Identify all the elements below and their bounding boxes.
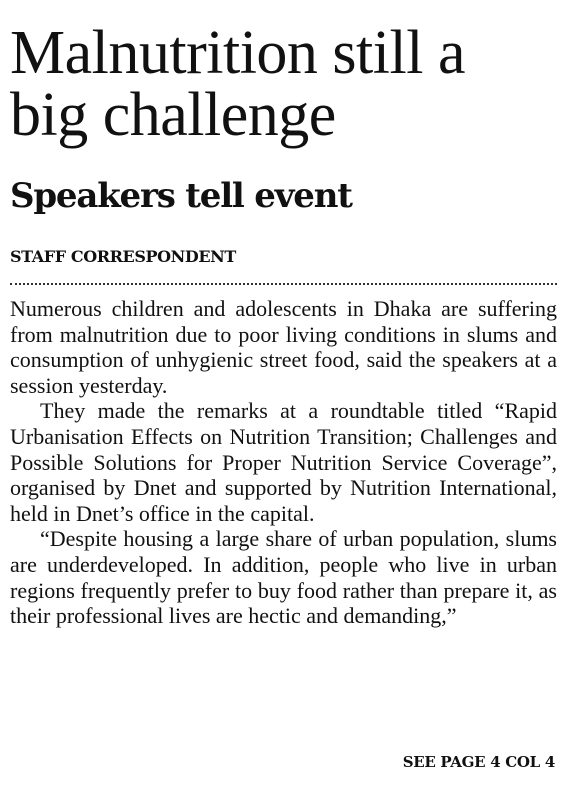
continuation-line: SEE PAGE 4 COL 4 xyxy=(402,753,555,771)
subheadline: Speakers tell event xyxy=(10,176,352,216)
paragraph: “Despite housing a large share of urban population, slums are underdeveloped. In addition, people who live in urban regions frequently prefer to buy food rather than prepare it, as their professional lives are hectic and demanding,” xyxy=(10,526,557,629)
news-article xyxy=(10,0,557,788)
headline: Malnutrition still a big challenge xyxy=(10,19,465,149)
dotted-divider xyxy=(10,283,557,285)
article-body xyxy=(10,296,557,629)
byline: STAFF CORRESPONDENT xyxy=(10,247,236,266)
paragraph: They made the remarks at a roundtable titled “Rapid Urbanisation Effects on Nutrition Transition; Challenges and Possible Solutions for Proper Nutrition Service Coverage”, organised by Dnet and supported by Nutrition International, held in Dnet’s office in the capital. xyxy=(10,398,557,526)
paragraph: Numerous children and adolescents in Dhaka are suffering from malnutrition due to poor living conditions in slums and consumption of unhygienic street food, said the speakers at a session yesterday. xyxy=(10,296,557,398)
